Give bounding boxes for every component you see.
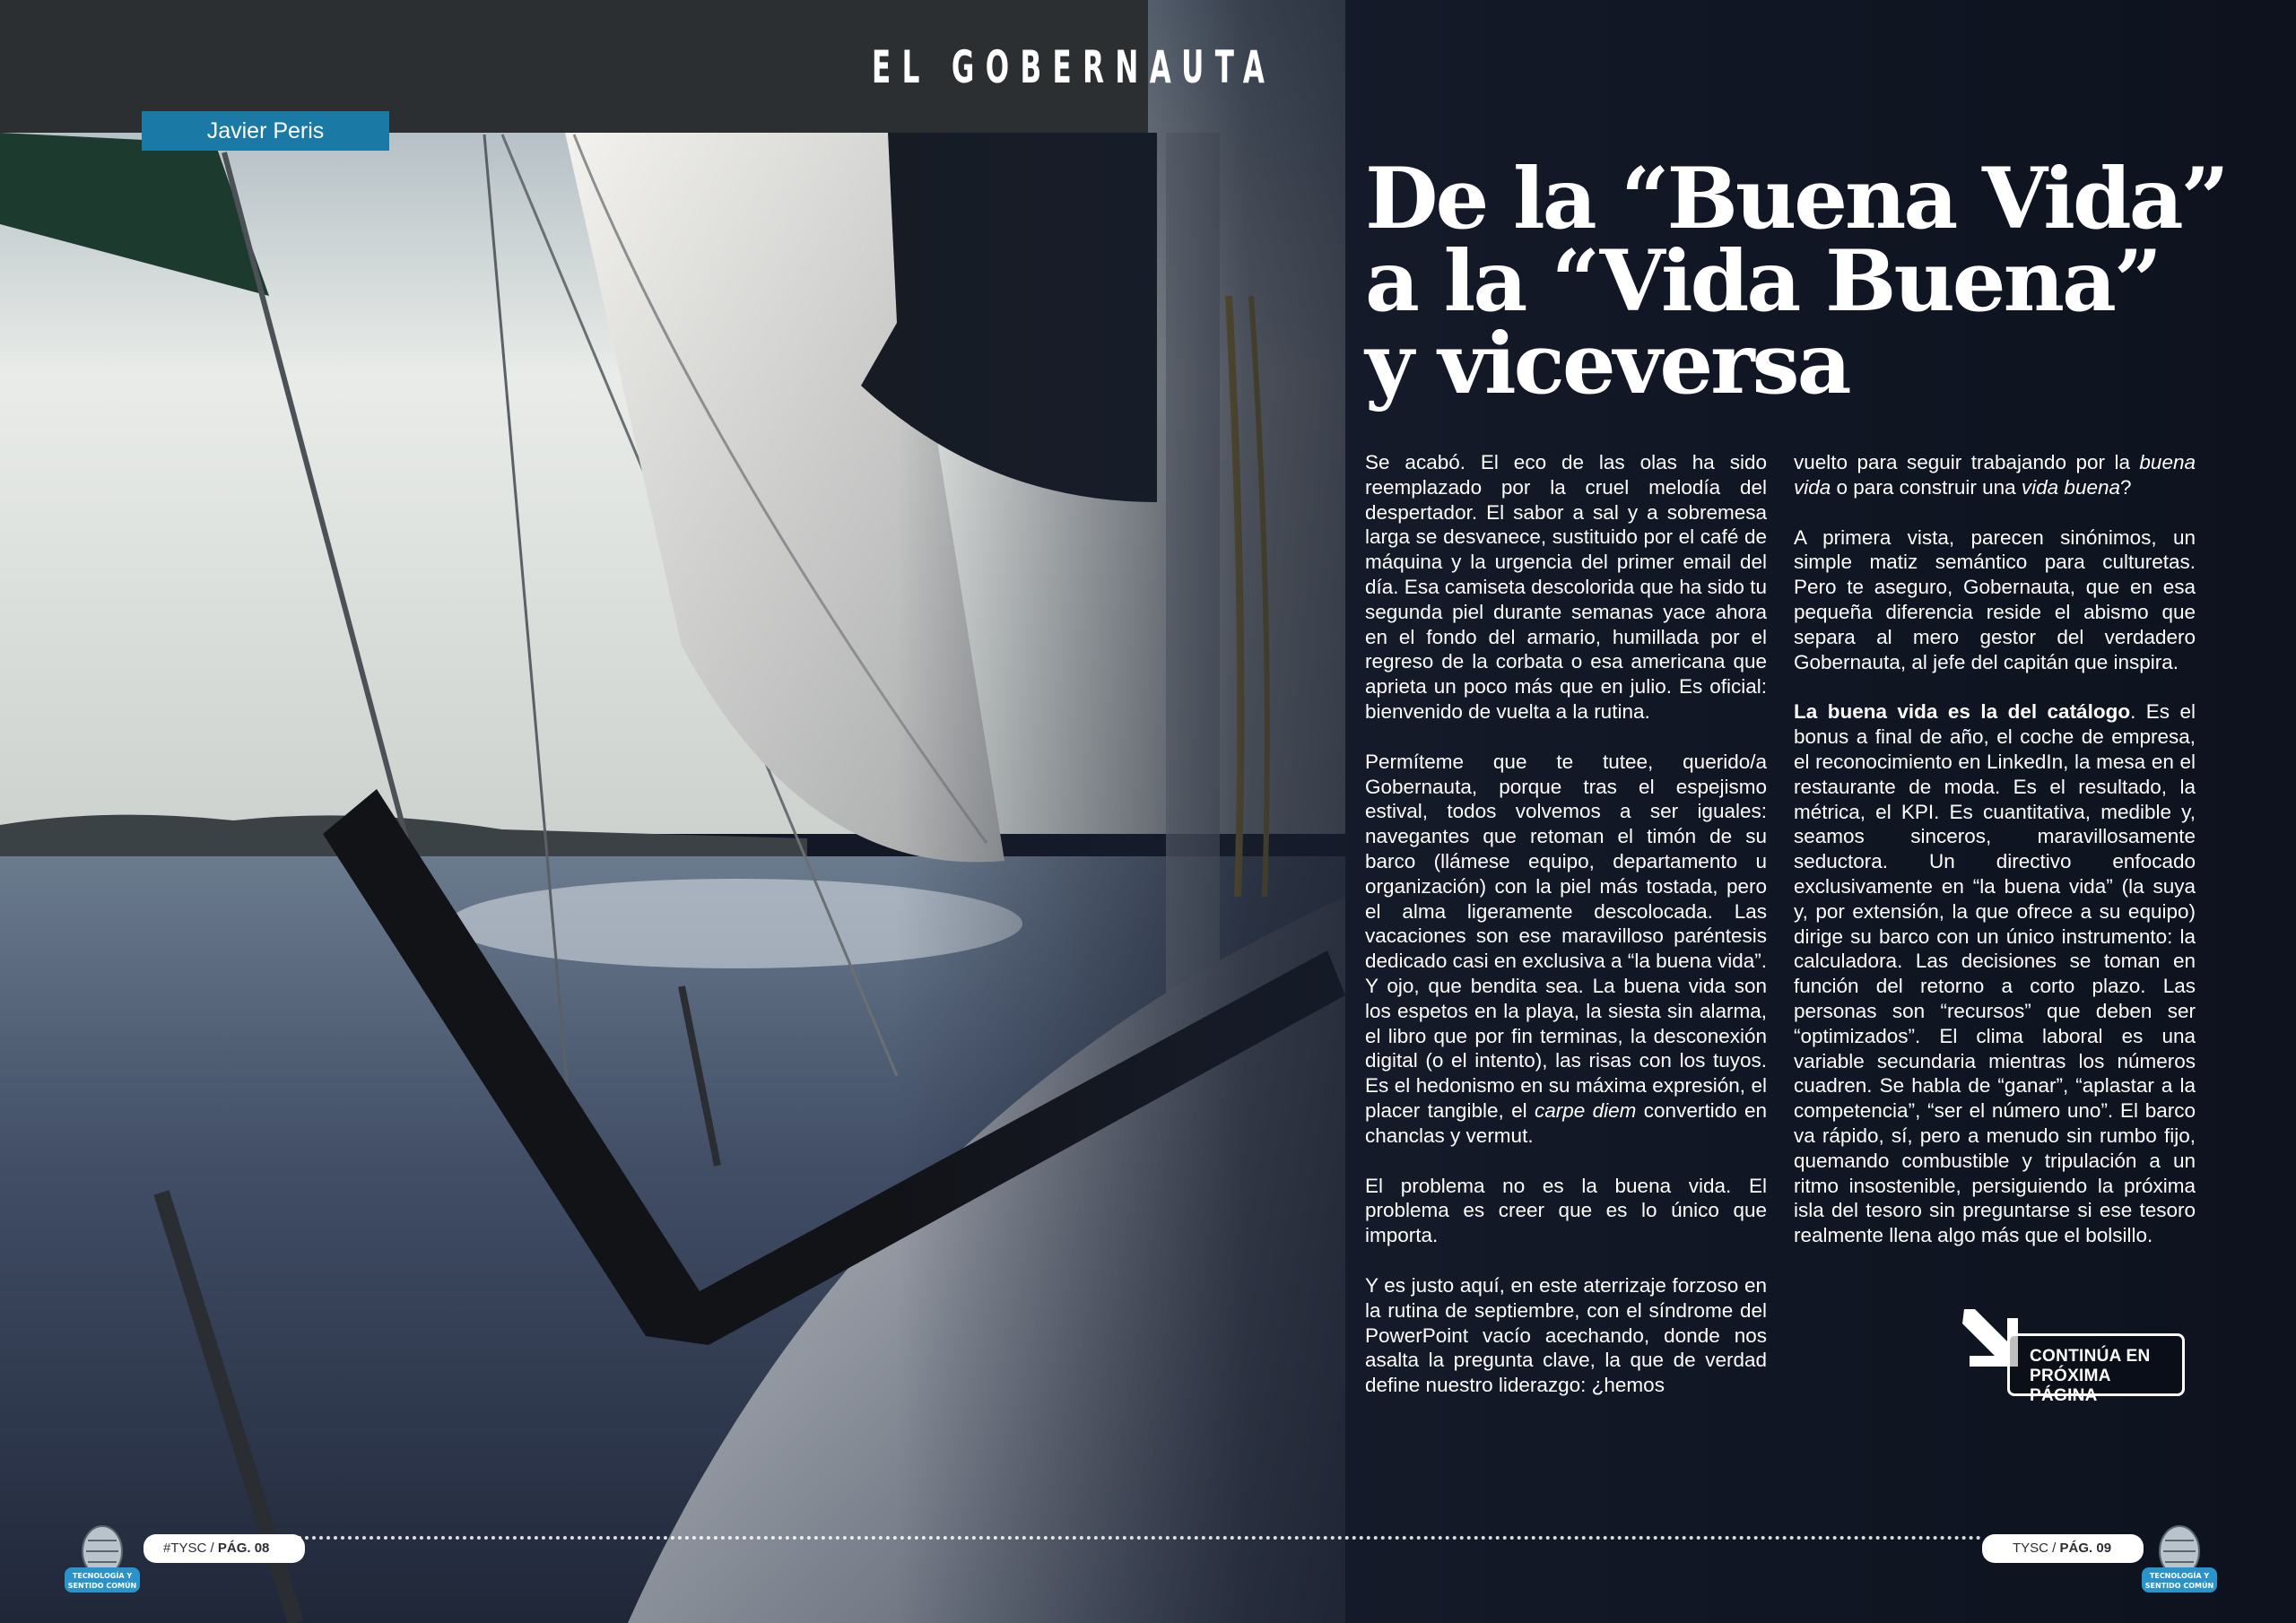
paragraph: El problema no es la buena vida. El problema es creer que es lo único que importa. xyxy=(1365,1174,1767,1247)
author-tag: Javier Peris xyxy=(142,111,389,151)
paragraph: vuelto para seguir trabajando por la buena vida o para construir una vida buena? xyxy=(1794,451,2196,499)
continue-line-1: CONTINÚA EN xyxy=(2030,1347,2151,1366)
paragraph: Se acabó. El eco de las olas ha sido reemplazado por la cruel melodía del despertador. El sabor a sal y a sobremesa larga se desvanece, sustituido por el café de máquina y la urgencia del primer email del día. Esa camiseta descolorida que ha sido tu segunda piel durante semanas yace ahora en el fondo del armario, humillada por el regreso de la corbata o esa americana que aprieta un poco más que en julio. Es oficial: bienvenido de vuelta a la rutina. xyxy=(1365,451,1767,723)
article-column-1 xyxy=(1365,450,1767,1423)
svg-text:SENTIDO COMÚN: SENTIDO COMÚN xyxy=(2144,1582,2214,1590)
continue-next-page-link[interactable] xyxy=(2007,1333,2185,1405)
tysc-microphone-logo xyxy=(2138,1515,2221,1598)
article-column-2 xyxy=(1794,450,2196,1273)
continue-line-2: PRÓXIMA PÁGINA xyxy=(2030,1367,2111,1405)
title-line-3: y viceversa xyxy=(1365,315,1849,413)
title-line-1: De la “Buena Vida” xyxy=(1365,150,2227,248)
paragraph: La buena vida es la del catálogo. Es el bonus a final de año, el coche de empresa, el reconocimiento en LinkedIn, la mesa en el restaurante de moda. Es el resultado, la métrica, el KPI. Es cuantitativa, medible y, seamos sinceros, maravillosamente seductora. Un directivo enfocado exclusivamente en “la buena vida” (la suya y, por extensión, la que ofrece a su equipo) dirige su barco con un único instrumento: la calculadora. Las decisiones se toman en función del retorno a corto plazo. Las personas son “recursos” que deben ser “optimizados”. El clima laboral es una variable secundaria mientras los números cuadren. Se habla de “ganar”, “aplastar a la competencia”, “ser el número uno”. El barco va rápido, sí, pero a menudo sin rumbo fijo, quemando combustible y tripulación a un ritmo insostenible, persiguiendo la próxima isla del tesoro sin preguntarse si ese tesoro realmente llena algo más que el bolsillo. xyxy=(1794,700,2196,1247)
page-number-right: TYSC / PÁG. 09 xyxy=(1982,1534,2144,1563)
tysc-microphone-logo xyxy=(61,1515,144,1598)
footer-dotted-rule xyxy=(269,1536,1982,1540)
page-number-left: #TYSC / PÁG. 08 xyxy=(144,1534,305,1563)
paragraph: Y es justo aquí, en este aterrizaje forzoso en la rutina de septiembre, con el síndrome del PowerPoint vacío acechando, donde nos asalta la pregunta clave, la que de verdad define nuestro liderazgo: ¿hemos xyxy=(1365,1273,1767,1397)
svg-text:TECNOLOGÍA Y: TECNOLOGÍA Y xyxy=(2149,1572,2210,1580)
svg-text:TECNOLOGÍA Y: TECNOLOGÍA Y xyxy=(72,1572,133,1580)
title-line-2: a la “Vida Buena” xyxy=(1365,232,2160,331)
paragraph: Permíteme que te tutee, querido/a Gobernauta, porque tras el espejismo estival, todos volvemos a ser iguales: navegantes que retoman el timón de su barco (llámese equipo, departamento u organización) con la piel más tostada, pero el alma ligeramente descolocada. Las vacaciones son ese maravilloso paréntesis dedicado casi en exclusiva a “la buena vida”. Y ojo, que bendita sea. La buena vida son los espetos en la playa, la siesta sin alarma, el libro que por fin terminas, la desconexión digital (o el intento), las risas con los tuyos. Es el hedonismo en su máxima expresión, el placer tangible, el carpe diem convertido en chanclas y vermut. xyxy=(1365,750,1768,1147)
paragraph: A primera vista, parecen sinónimos, un simple matiz semántico para culturetas. Pero te aseguro, Gobernauta, que en esa pequeña diferencia reside el abismo que separa al mero gestor del verdadero Gobernauta, al jefe del capitán que inspira. xyxy=(1794,525,2196,673)
section-name: EL GOBERNAUTA xyxy=(872,41,1276,93)
article-title xyxy=(1365,150,2262,413)
svg-text:SENTIDO COMÚN: SENTIDO COMÚN xyxy=(67,1582,137,1590)
